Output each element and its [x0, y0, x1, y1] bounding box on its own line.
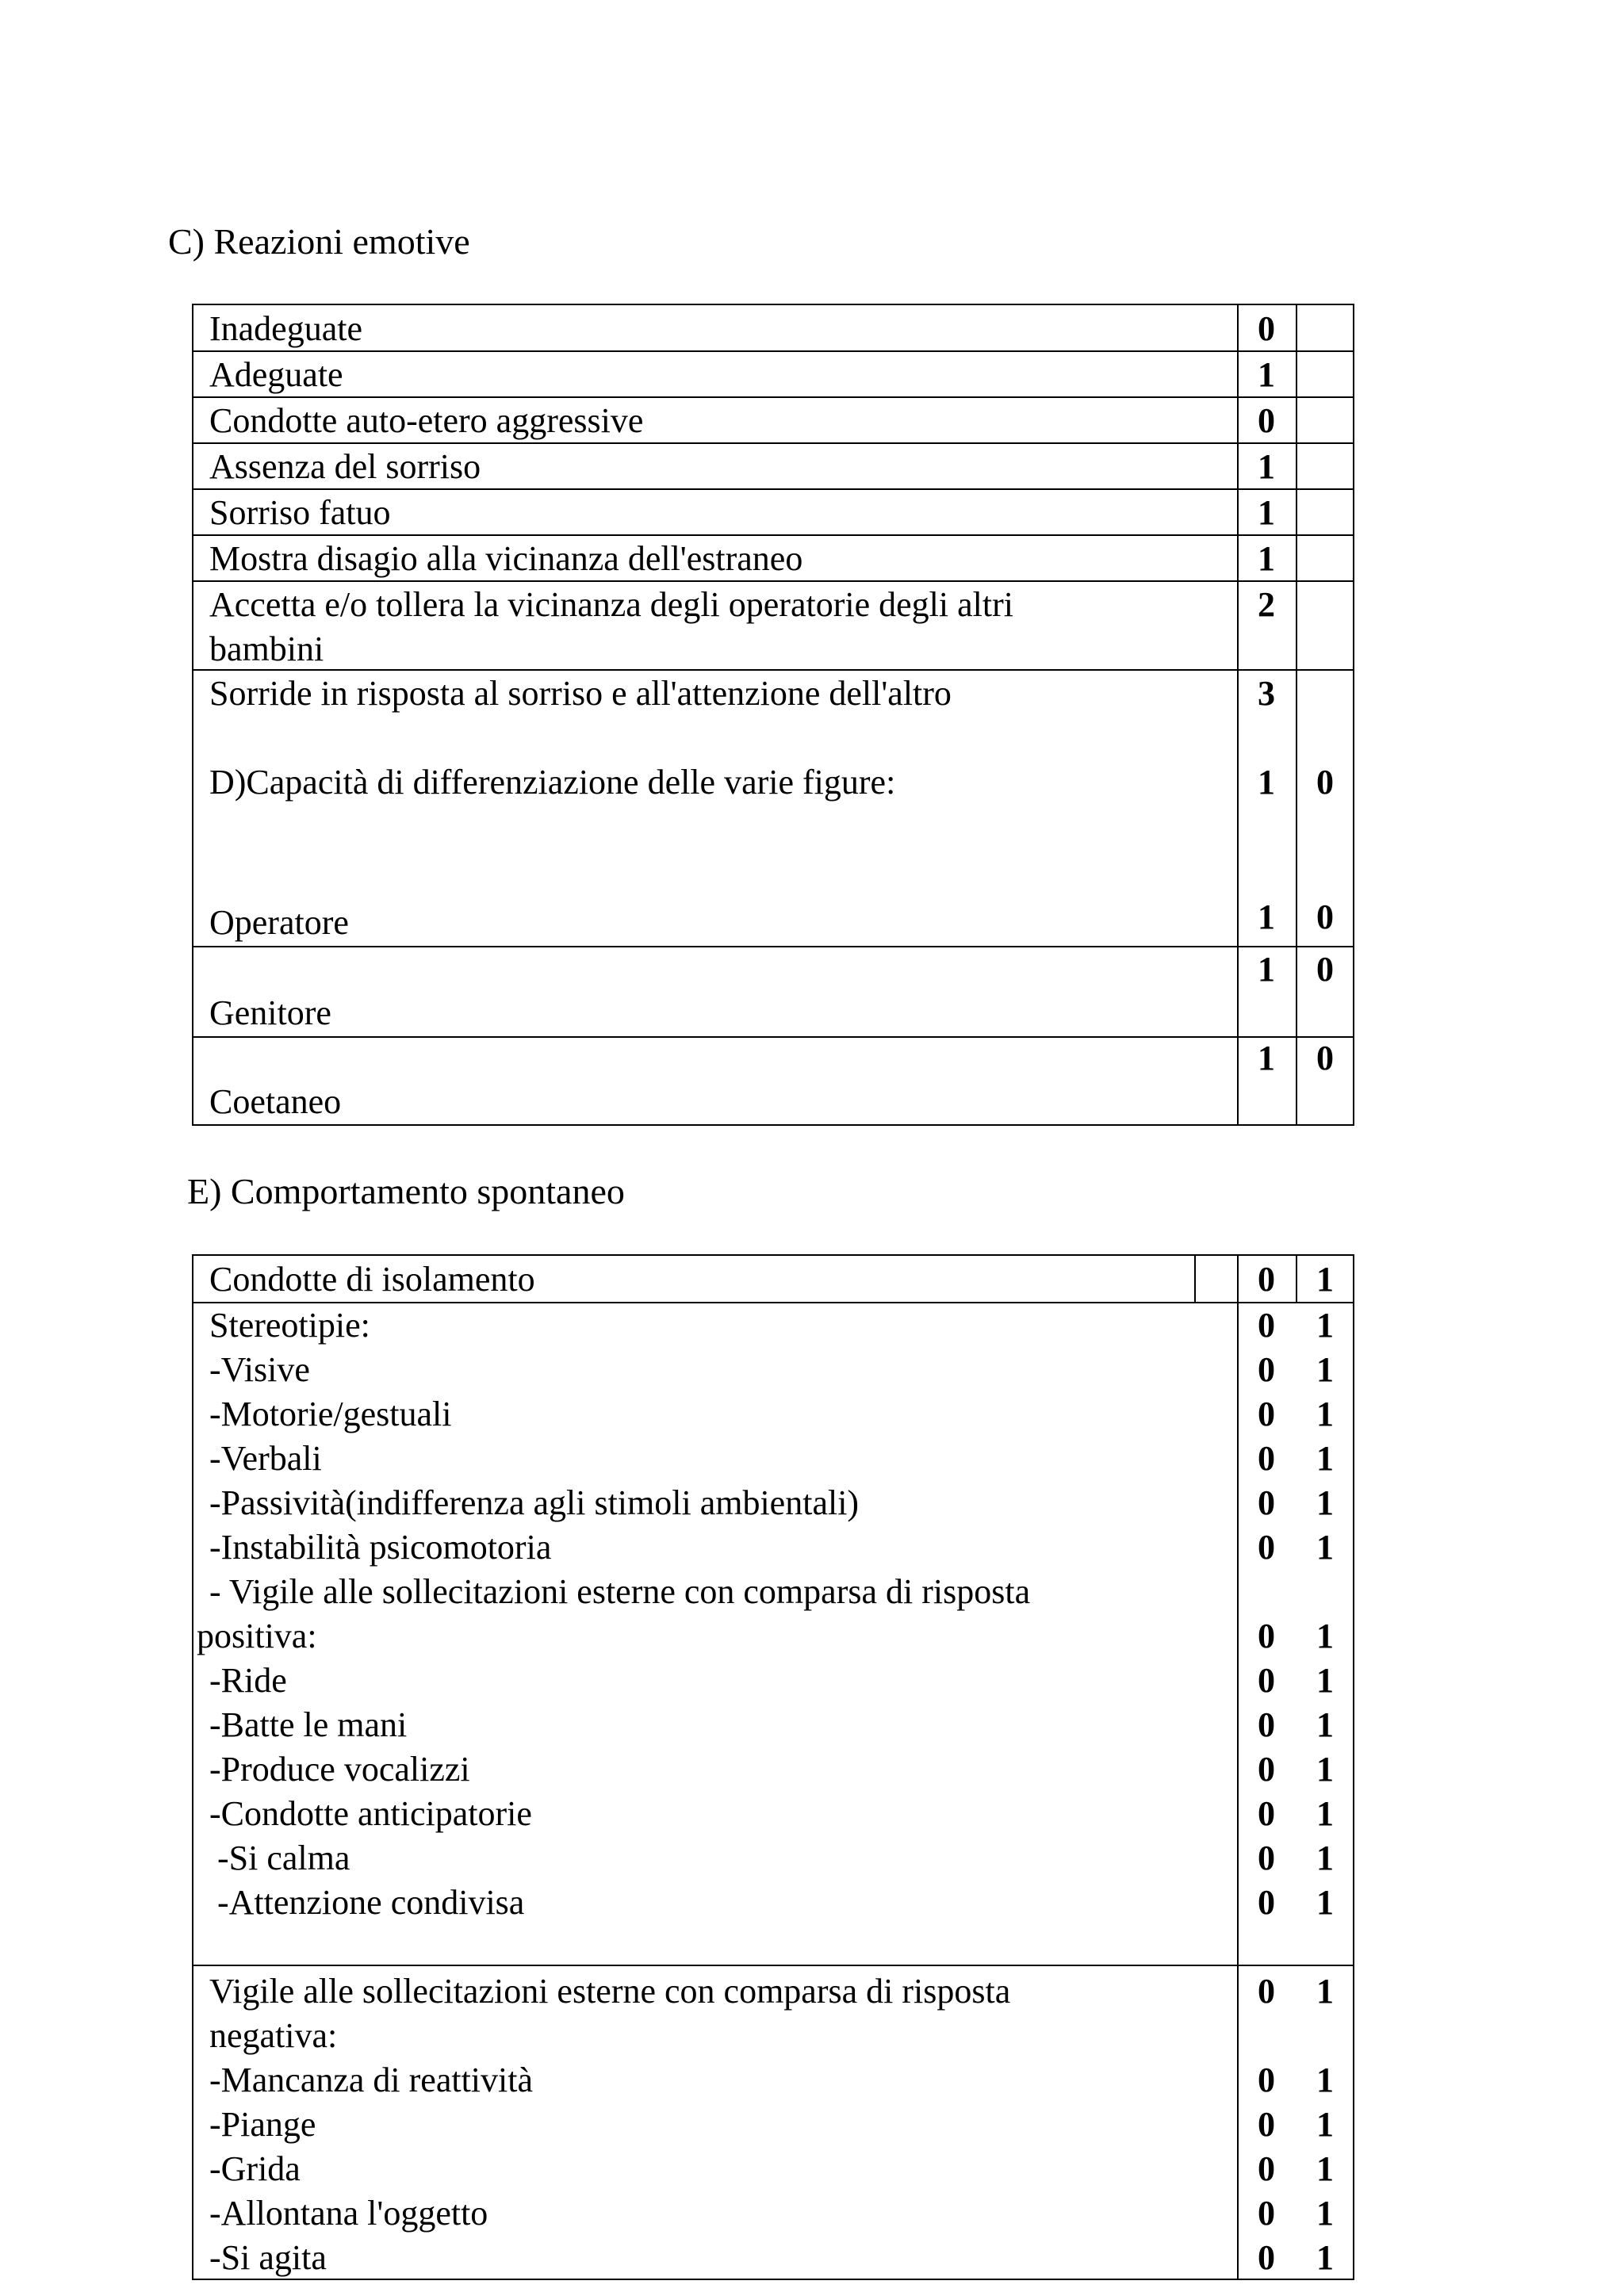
row-label: -Condotte anticipatorie — [209, 1794, 532, 1833]
row-label: Assenza del sorriso — [209, 447, 481, 486]
row-score-a: 0 — [1258, 1528, 1275, 1567]
section-e-title: E) Comportamento spontaneo — [187, 1171, 625, 1211]
row-label: -Instabilità psicomotoria — [209, 1528, 552, 1567]
row-label: -Attenzione condivisa — [217, 1883, 525, 1922]
row-score-a: 0 — [1258, 1306, 1275, 1345]
row-label: -Si agita — [209, 2238, 327, 2277]
row-divider — [193, 1302, 1353, 1303]
row-divider — [193, 1036, 1353, 1038]
row-label: -Passività(indifferenza agli stimoli ambientali) — [209, 1483, 860, 1522]
row-divider — [193, 580, 1353, 582]
row-score-b: 1 — [1316, 2105, 1334, 2144]
row-label: -Produce vocalizzi — [209, 1750, 470, 1789]
row-divider — [193, 946, 1353, 947]
row-score-b: 1 — [1316, 2194, 1334, 2233]
row-score-b: 0 — [1316, 950, 1334, 989]
row-label: Vigile alle sollecitazioni esterne con comparsa di risposta — [209, 1972, 1011, 2011]
row-label: Condotte di isolamento — [209, 1260, 535, 1299]
row-score: 1 — [1258, 355, 1275, 394]
row-divider — [193, 350, 1353, 352]
row-score-a: 0 — [1258, 1483, 1275, 1522]
row-label: negativa: — [209, 2016, 338, 2055]
row-label: Mostra disagio alla vicinanza dell'estraneo — [209, 539, 803, 578]
row-label: Sorriso fatuo — [209, 493, 391, 532]
row-score: 1 — [1258, 447, 1275, 486]
row-score: 1 — [1258, 539, 1275, 578]
row-label: -Allontana l'oggetto — [209, 2194, 488, 2233]
row-score-b: 1 — [1316, 1750, 1334, 1789]
row-divider — [193, 488, 1353, 490]
row-score-a: 0 — [1258, 1750, 1275, 1789]
row-divider — [193, 534, 1353, 536]
row-label: bambini — [209, 629, 324, 668]
row-score: 1 — [1258, 493, 1275, 532]
row-label: Inadeguate — [209, 309, 362, 348]
row-score-b: 1 — [1316, 1439, 1334, 1478]
row-score-a: 0 — [1258, 1395, 1275, 1433]
row-score-a: 1 — [1258, 897, 1275, 936]
row-score-a: 0 — [1258, 1260, 1275, 1299]
row-label: -Ride — [209, 1661, 287, 1700]
row-label: -Si calma — [217, 1839, 350, 1877]
row-divider — [193, 1965, 1353, 1966]
row-score-a: 0 — [1258, 2194, 1275, 2233]
row-score-b: 0 — [1316, 897, 1334, 936]
column-divider — [1194, 1256, 1196, 1302]
row-label: Coetaneo — [209, 1082, 342, 1121]
row-score-b: 1 — [1316, 1306, 1334, 1345]
row-label: -Mancanza di reattività — [209, 2061, 534, 2099]
row-label: Accetta e/o tollera la vicinanza degli operatorie degli altri — [209, 585, 1013, 624]
row-label: -Motorie/gestuali — [209, 1395, 452, 1433]
row-score-b: 1 — [1316, 1617, 1334, 1655]
row-score-a: 1 — [1258, 1039, 1275, 1077]
row-score-a: 0 — [1258, 1661, 1275, 1700]
row-divider — [193, 669, 1353, 671]
row-score: 0 — [1258, 309, 1275, 348]
row-score-b: 1 — [1316, 1705, 1334, 1744]
row-label: -Piange — [209, 2105, 316, 2144]
row-score-a: 0 — [1258, 1617, 1275, 1655]
row-label: -Verbali — [209, 1439, 322, 1478]
row-label: -Batte le mani — [209, 1705, 408, 1744]
row-label: -Visive — [209, 1350, 310, 1389]
section-c-title: C) Reazioni emotive — [168, 221, 470, 262]
row-label: Genitore — [209, 993, 331, 1032]
column-divider — [1296, 305, 1297, 1124]
row-divider — [193, 442, 1353, 444]
row-score-a: 0 — [1258, 1794, 1275, 1833]
row-label: -Grida — [209, 2149, 301, 2188]
row-label: - Vigile alle sollecitazioni esterne con comparsa di risposta — [209, 1572, 1031, 1611]
row-score-a: 0 — [1258, 1439, 1275, 1478]
row-score-b: 1 — [1316, 1528, 1334, 1567]
row-score-b: 1 — [1316, 1483, 1334, 1522]
row-score-b: 1 — [1316, 1972, 1334, 2011]
row-label: Stereotipie: — [209, 1306, 370, 1345]
row-score: 3 — [1258, 674, 1275, 713]
spontaneous-behaviour-table — [192, 1254, 1354, 2280]
row-score-b: 0 — [1316, 1039, 1334, 1077]
row-score-b: 1 — [1316, 1260, 1334, 1299]
row-score-b: 1 — [1316, 1661, 1334, 1700]
row-score-b: 1 — [1316, 2149, 1334, 2188]
row-score-b: 1 — [1316, 1883, 1334, 1922]
row-score-b: 1 — [1316, 2061, 1334, 2099]
row-label: Sorride in risposta al sorriso e all'attenzione dell'altro — [209, 674, 952, 713]
row-score-a: 0 — [1258, 1972, 1275, 2011]
emotional-reactions-table — [192, 304, 1354, 1126]
row-score-a: 0 — [1258, 2149, 1275, 2188]
row-score-a: 0 — [1258, 1705, 1275, 1744]
row-score-a: 0 — [1258, 2238, 1275, 2277]
row-score-b: 1 — [1316, 1395, 1334, 1433]
row-label: Adeguate — [209, 355, 343, 394]
row-score-a: 1 — [1258, 950, 1275, 989]
row-label: Condotte auto-etero aggressive — [209, 401, 644, 440]
row-score-b: 1 — [1316, 1350, 1334, 1389]
row-score: 2 — [1258, 585, 1275, 624]
row-score-a: 0 — [1258, 2061, 1275, 2099]
row-label: Operatore — [209, 903, 349, 942]
row-score-a: 0 — [1258, 2105, 1275, 2144]
row-score-b: 1 — [1316, 1794, 1334, 1833]
row-score-a: 0 — [1258, 1839, 1275, 1877]
section-d-title: D)Capacità di differenziazione delle varie figure: — [209, 763, 896, 802]
section-d-score-b: 0 — [1316, 763, 1334, 802]
row-label: positiva: — [197, 1617, 317, 1655]
row-score-b: 1 — [1316, 1839, 1334, 1877]
row-score-b: 1 — [1316, 2238, 1334, 2277]
row-score-a: 0 — [1258, 1883, 1275, 1922]
row-score: 0 — [1258, 401, 1275, 440]
row-score-a: 0 — [1258, 1350, 1275, 1389]
row-divider — [193, 396, 1353, 398]
section-d-score-a: 1 — [1258, 763, 1275, 802]
